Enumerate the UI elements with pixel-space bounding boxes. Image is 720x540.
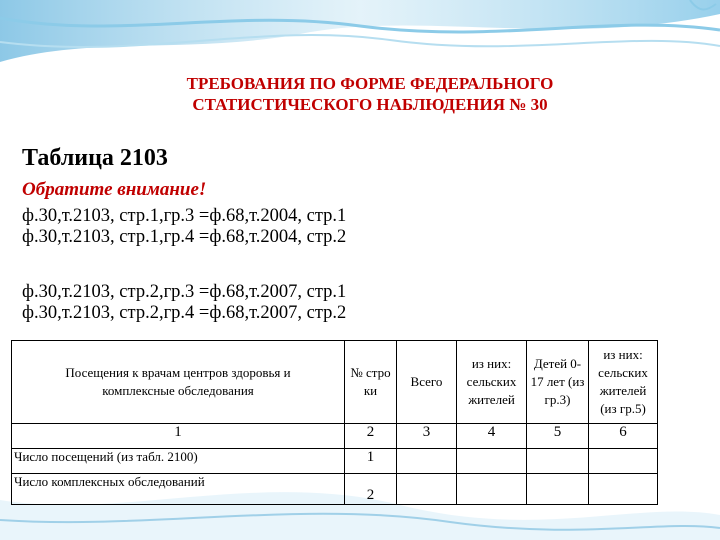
col-number: 3 [397,424,457,449]
cell-total [397,449,457,474]
header-row-number: № стро ки [345,341,397,424]
rule-line: ф.30,т.2103, стр.1,гр.3 =ф.68,т.2004, стр.1 [22,206,347,226]
table-title: Таблица 2103 [22,145,168,171]
col-number: 2 [345,424,397,449]
col-number: 4 [457,424,527,449]
header-total: Всего [397,341,457,424]
table-row [12,449,658,474]
header-rural: из них: сельских жителей [457,341,527,424]
cell-total [397,474,457,505]
table-header-row [12,341,658,424]
row-label: Число посещений (из табл. 2100) [12,449,345,474]
header-name: Посещения к врачам центров здоровья и комплексные обследования [12,341,345,424]
col-number: 1 [12,424,345,449]
header-children-rural: из них: сельских жителей (из гр.5) [589,341,658,424]
col-number: 6 [589,424,658,449]
cell-rural [457,474,527,505]
cell-children [527,474,589,505]
notice-text: Обратите внимание! [22,179,207,200]
cell-rural [457,449,527,474]
form-table [11,340,658,505]
page-heading [120,73,620,115]
rule-line: ф.30,т.2103, стр.2,гр.3 =ф.68,т.2007, стр.1 [22,282,347,302]
row-label: Число комплексных обследований [12,474,345,505]
row-number: 1 [345,449,397,474]
column-number-row [12,424,658,449]
rule-line: ф.30,т.2103, стр.1,гр.4 =ф.68,т.2004, стр.2 [22,227,347,247]
heading-line-1: ТРЕБОВАНИЯ ПО ФОРМЕ ФЕДЕРАЛЬНОГО [186,74,554,93]
cell-children-rural [589,449,658,474]
header-children: Детей 0-17 лет (из гр.3) [527,341,589,424]
table-row [12,474,658,505]
col-number: 5 [527,424,589,449]
rule-line: ф.30,т.2103, стр.2,гр.4 =ф.68,т.2007, стр.2 [22,303,347,323]
cell-children [527,449,589,474]
heading-line-2: СТАТИСТИЧЕСКОГО НАБЛЮДЕНИЯ № 30 [192,95,548,114]
cell-children-rural [589,474,658,505]
row-number: 2 [345,474,397,505]
